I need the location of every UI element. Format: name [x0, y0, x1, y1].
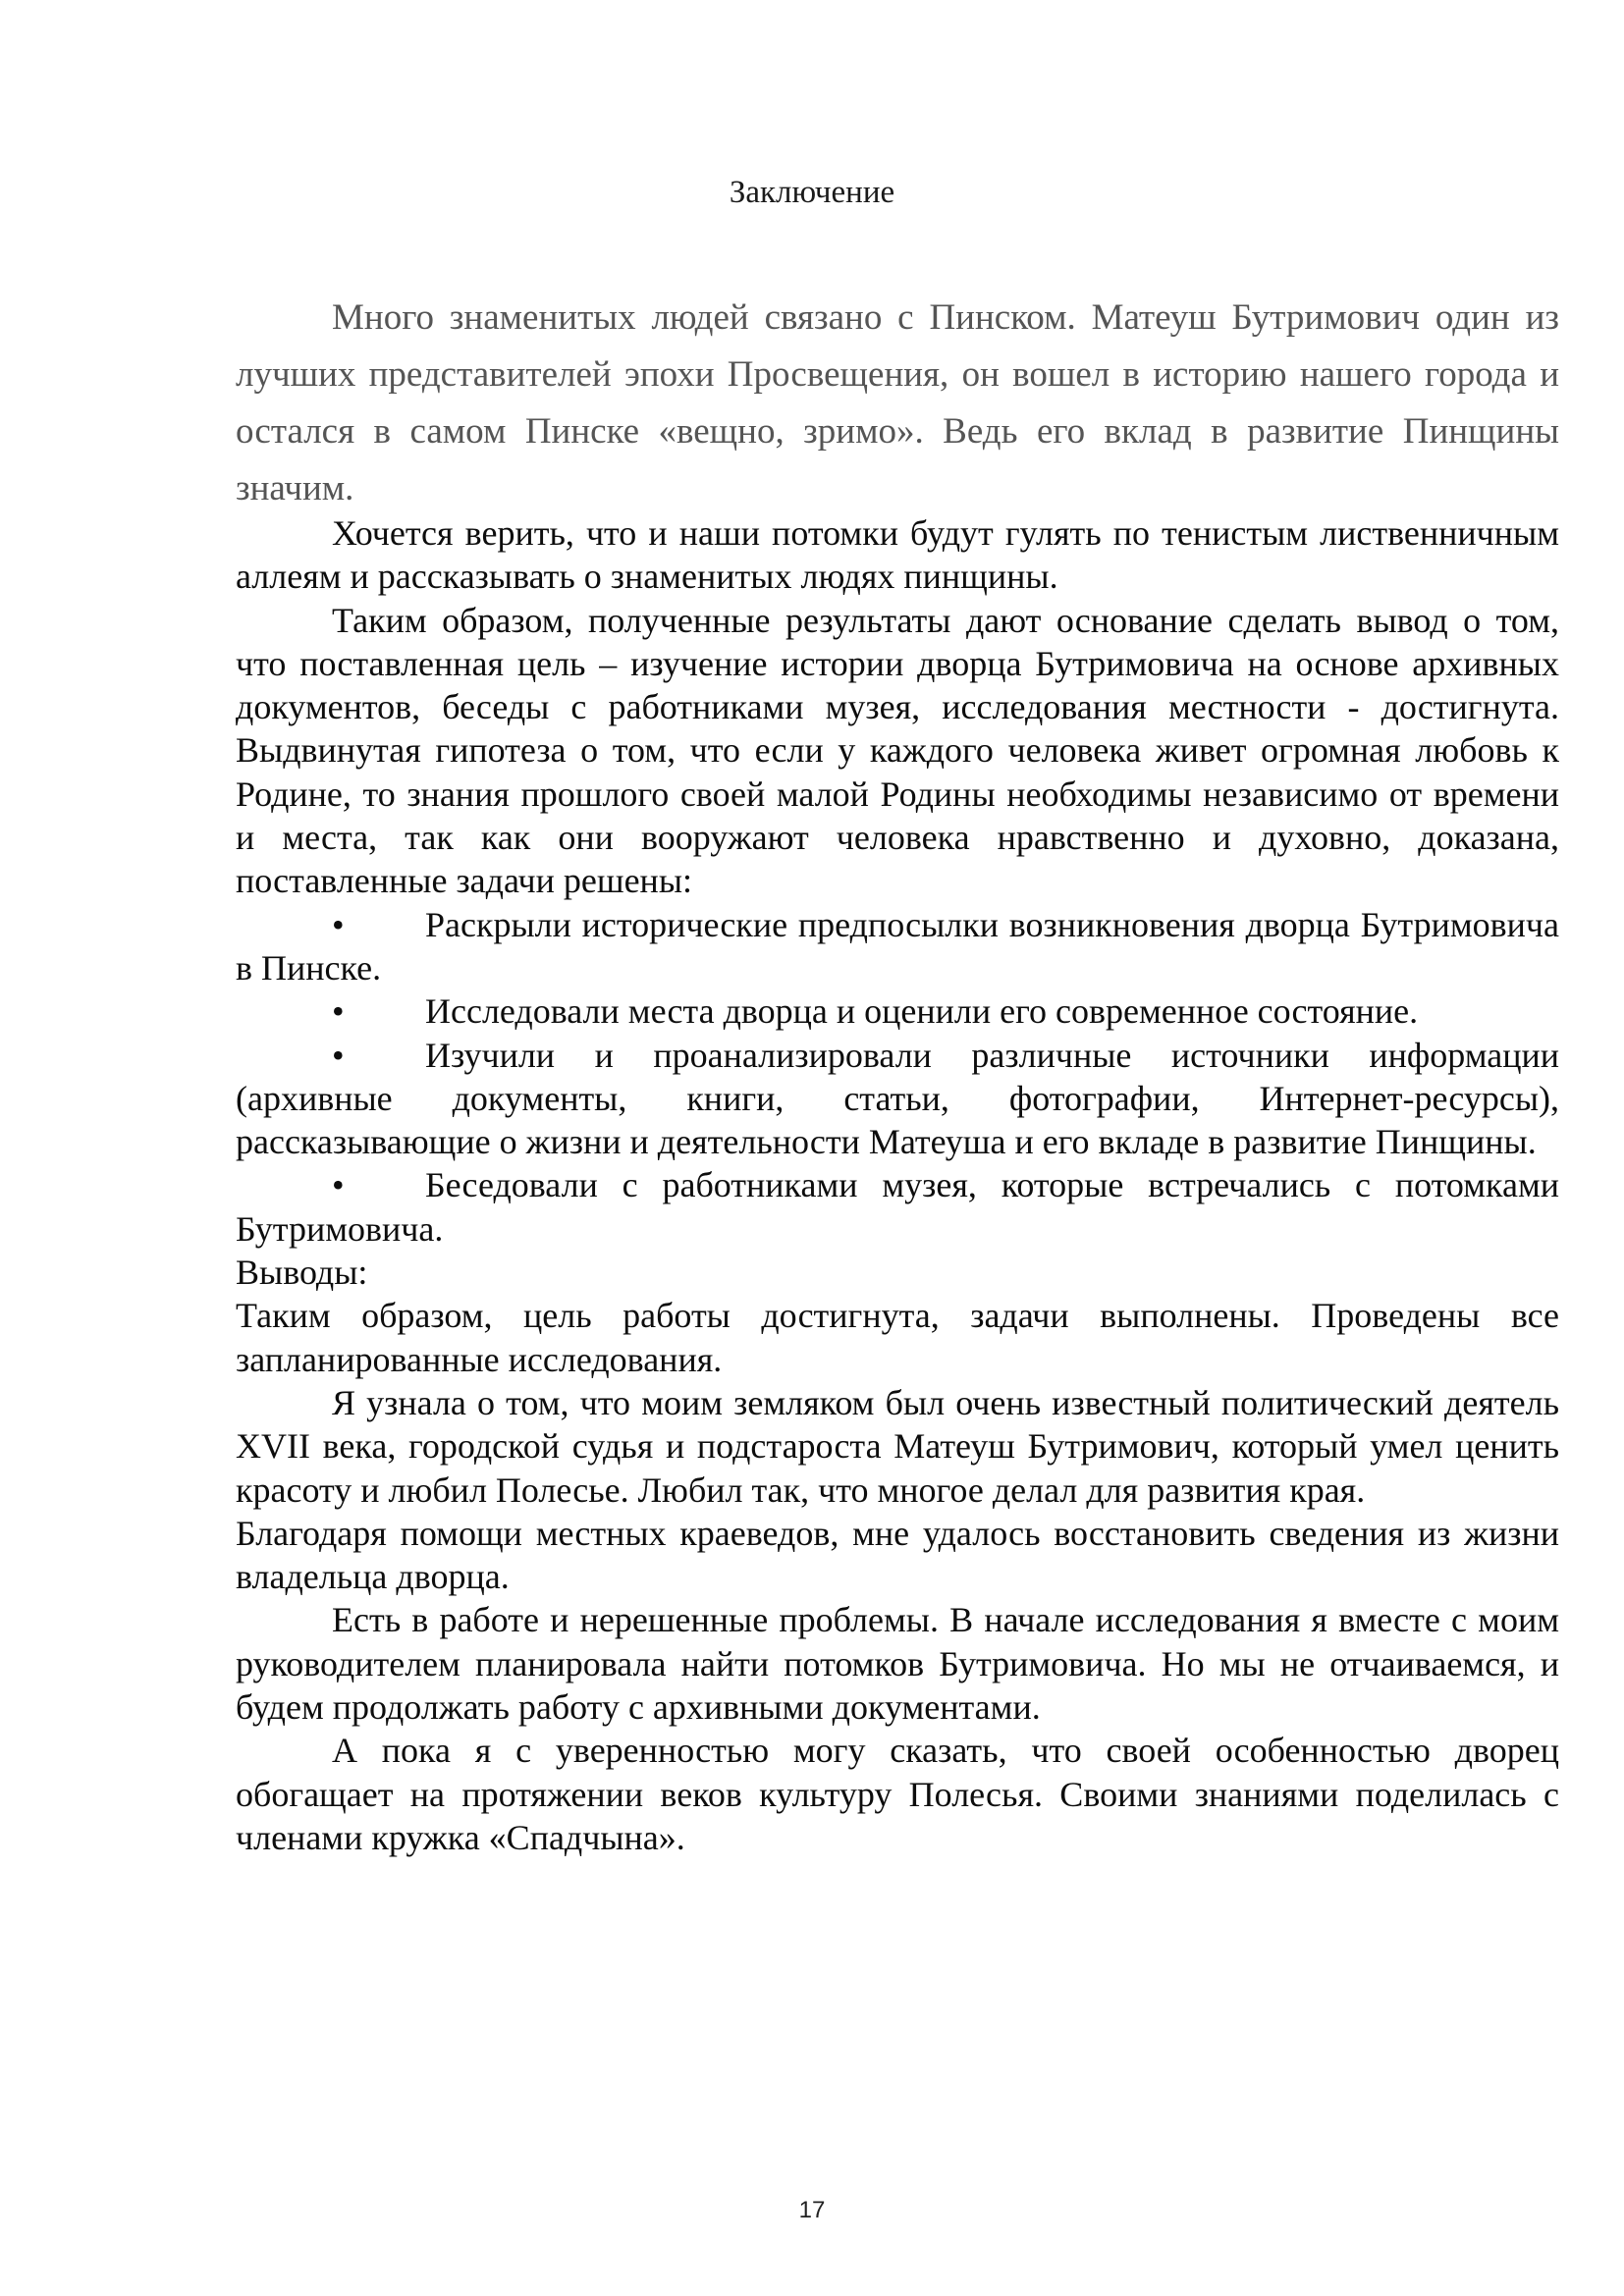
intro-section [236, 290, 1559, 517]
bullet-text: Изучили и проанализировали различные источники информации (архивные документы, книги, статьи, фотографии, Интернет-ресурсы), рассказывающие о жизни и деятельности Матеуша и его вкладе в развитие Пинщины. [236, 1035, 1559, 1162]
paragraph-problems: Есть в работе и нерешенные проблемы. В начале исследования я вместе с моим руководителем планировала найти потомков Бутримовича. Но мы не отчаиваемся, и будем продолжать работу с архивными документами. [236, 1600, 1559, 1728]
bullet-item [236, 903, 1559, 990]
paragraph-hope: Хочется верить, что и наши потомки будут гулять по тенистым лиственничным аллеям и рассказывать о знаменитых людях пинщины. [236, 513, 1559, 597]
bullet-item [236, 989, 1559, 1033]
bullet-item [236, 1034, 1559, 1164]
bullet-marker: • [332, 904, 345, 944]
bullet-text: Раскрыли исторические предпосылки возникновения дворца Бутримовича в Пинске. [236, 904, 1559, 988]
bullet-marker: • [332, 1035, 345, 1075]
page-number: 17 [798, 2197, 826, 2223]
intro-paragraph: Много знаменитых людей связано с Пинском. Матеуш Бутримович один из лучших представителей эпохи Просвещения, он вошел в историю нашего города и остался в самом Пинске «вещно, зримо». Ведь его вклад в развитие Пинщины значим. [236, 297, 1559, 508]
page-title: Заключение [729, 175, 895, 210]
conclusions-label: Выводы: [236, 1253, 368, 1293]
paragraph-learned: Я узнала о том, что моим земляком был очень известный политический деятель XVII века, городской судья и подстароста Матеуш Бутримович, который умел ценить красоту и любил Полесье. Любил так, что многое делал для развития края. [236, 1382, 1559, 1510]
bullet-text: Исследовали места дворца и оценили его современное состояние. [425, 991, 1419, 1032]
paragraph-final: А пока я с уверенностью могу сказать, что своей особенностью дворец обогащает на протяжении веков культуру Полесья. Своими знаниями поделилась с членами кружка «Спадчына». [236, 1731, 1559, 1857]
bullet-marker: • [332, 991, 345, 1032]
main-section [236, 511, 1559, 1859]
paragraph-thanks: Благодаря помощи местных краеведов, мне удалось восстановить сведения из жизни владельца дворца. [236, 1513, 1559, 1597]
bullet-marker: • [332, 1165, 345, 1205]
paragraph-results: Таким образом, полученные результаты дают основание сделать вывод о том, что поставленная цель – изучение истории дворца Бутримовича на основе архивных документов, беседы с работниками музея, исследования местности - достигнута. Выдвинутая гипотеза о том, что если у каждого человека живет огромная любовь к Родине, то знания прошлого своей малой Родины необходимы независимо от времени и места, так как они вооружают человека нравственно и духовно, доказана, поставленные задачи решены: [236, 600, 1559, 901]
paragraph-goal-achieved: Таким образом, цель работы достигнута, задачи выполнены. Проведены все запланированные исследования. [236, 1296, 1559, 1379]
bullet-text: Беседовали с работниками музея, которые встречались с потомками Бутримовича. [236, 1165, 1559, 1249]
bullet-item [236, 1163, 1559, 1251]
